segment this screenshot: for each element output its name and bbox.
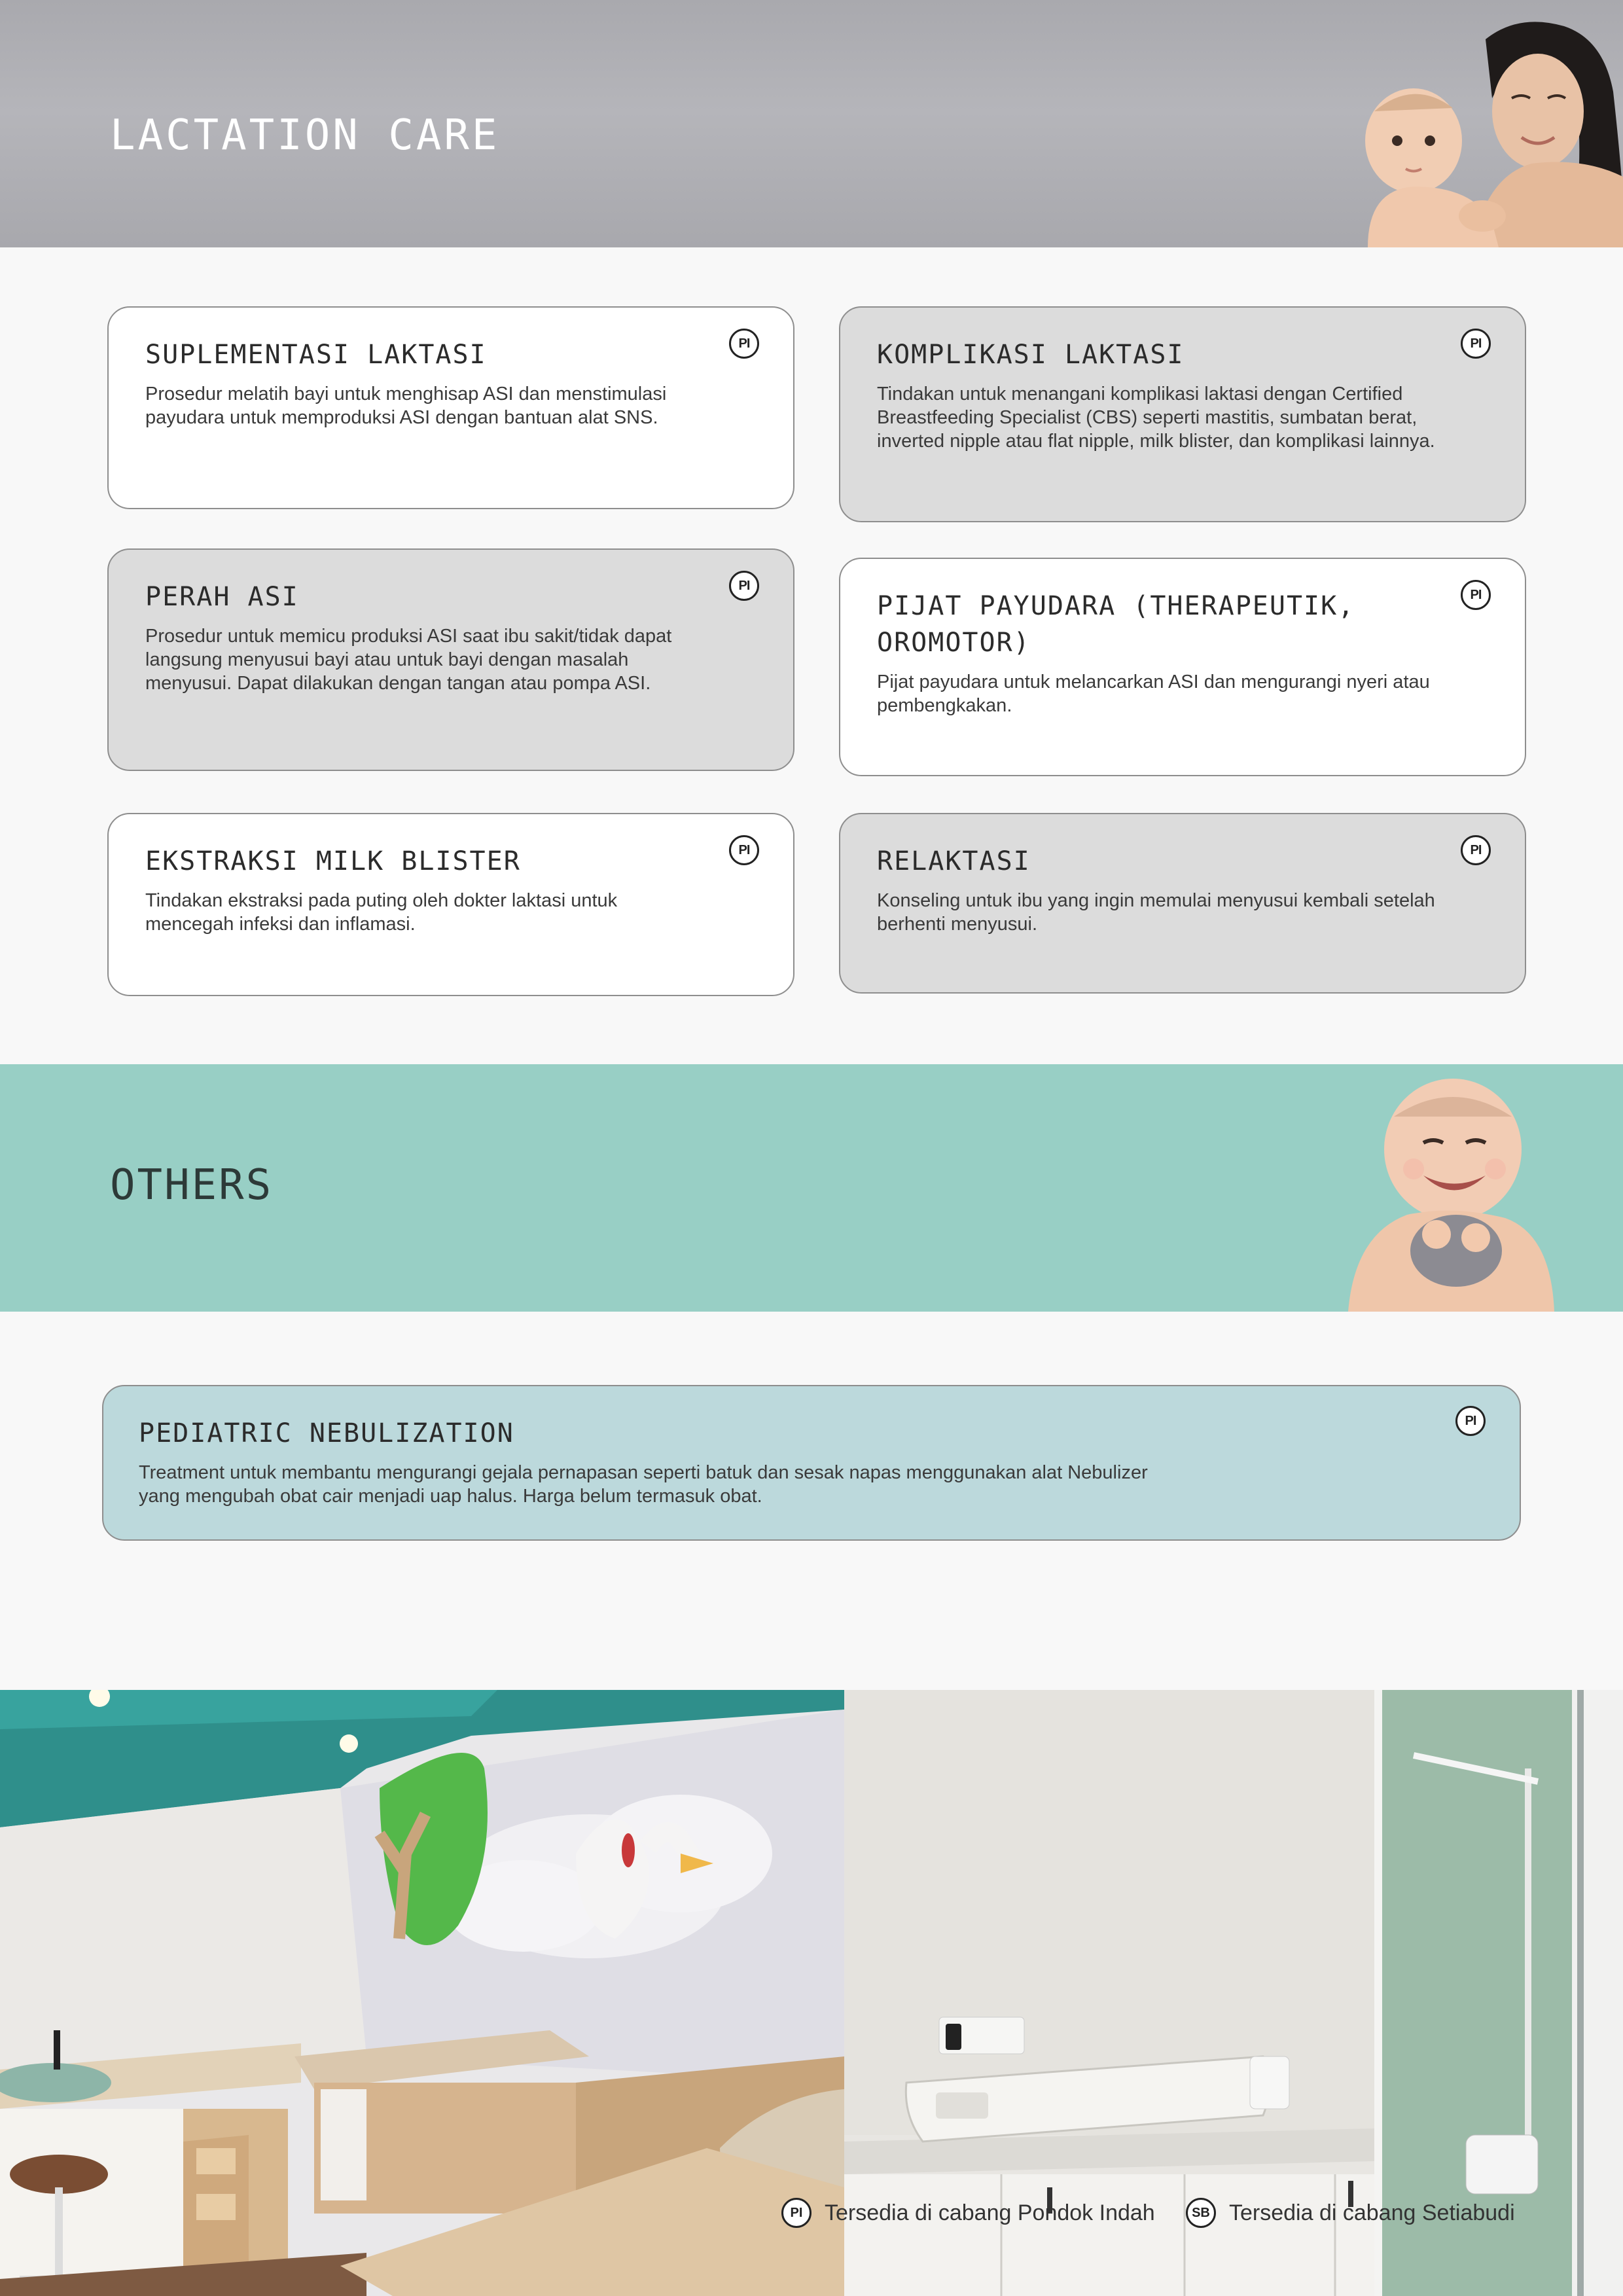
- section-title-lactation-care: LACTATION CARE: [110, 111, 500, 160]
- mother-and-baby-photo: [1322, 0, 1623, 247]
- service-card-komplikasi-laktasi: [839, 306, 1526, 522]
- branch-badge-pi: PI: [729, 329, 759, 359]
- branch-badge-pi: PI: [729, 571, 759, 601]
- others-banner: [0, 1064, 1623, 1312]
- legend-pondok-indah: [781, 2197, 1155, 2229]
- branch-badge-pi: PI: [1461, 329, 1491, 359]
- lactation-care-banner: [0, 0, 1623, 247]
- branch-badge-sb: SB: [1186, 2198, 1216, 2228]
- service-description: Treatment untuk membantu mengurangi gejala pernapasan seperti batuk dan sesak napas menggunakan alat Nebulizer yang mengubah obat cair menjadi uap halus. Harga belum termasuk obat.: [139, 1462, 1148, 1507]
- branch-badge-pi: PI: [1461, 580, 1491, 610]
- service-description: Tindakan ekstraksi pada puting oleh dokter laktasi untuk mencegah infeksi dan inflamasi.: [145, 890, 618, 935]
- baby-photo: [1315, 1077, 1577, 1312]
- service-card-suplementasi-laktasi: [107, 306, 794, 509]
- legend-label: Tersedia di cabang Pondok Indah: [825, 2200, 1155, 2225]
- service-card-relaktasi: [839, 813, 1526, 994]
- service-title: PEDIATRIC NEBULIZATION: [139, 1418, 514, 1448]
- service-title: SUPLEMENTASI LAKTASI: [145, 340, 487, 370]
- branch-badge-pi: PI: [1461, 835, 1491, 865]
- service-card-pediatric-nebulization: [102, 1385, 1521, 1541]
- service-card-pijat-payudara: [839, 558, 1526, 776]
- service-description: Pijat payudara untuk melancarkan ASI dan mengurangi nyeri atau pembengkakan.: [877, 672, 1430, 716]
- section-title-others: OTHERS: [110, 1161, 274, 1210]
- branch-badge-pi: PI: [1455, 1406, 1486, 1436]
- legend-label: Tersedia di cabang Setiabudi: [1229, 2200, 1515, 2225]
- branch-badge-pi: PI: [781, 2198, 812, 2228]
- service-title: EKSTRAKSI MILK BLISTER: [145, 846, 521, 876]
- service-card-ekstraksi-milk-blister: [107, 813, 794, 996]
- service-title: RELAKTASI: [877, 846, 1031, 876]
- service-description: Tindakan untuk menangani komplikasi laktasi dengan Certified Breastfeeding Specialist (CBS) seperti mastitis, sumbatan berat, inverted nipple atau flat nipple, milk blister, dan komplikasi lainnya.: [877, 384, 1435, 452]
- service-title: PERAH ASI: [145, 582, 299, 612]
- service-title: PIJAT PAYUDARA (THERAPEUTIK, OROMOTOR): [877, 591, 1355, 658]
- branch-badge-pi: PI: [729, 835, 759, 865]
- service-description: Prosedur melatih bayi untuk menghisap ASI dan menstimulasi payudara untuk memproduksi ASI dengan bantuan alat SNS.: [145, 384, 667, 428]
- nursery-room-photo: [0, 1690, 844, 2296]
- service-description: Konseling untuk ibu yang ingin memulai menyusui kembali setelah berhenti menyusui.: [877, 890, 1435, 935]
- legend-setiabudi: [1186, 2197, 1515, 2229]
- service-card-perah-asi: [107, 548, 794, 771]
- service-description: Prosedur untuk memicu produksi ASI saat ibu sakit/tidak dapat langsung menyusui bayi atau untuk bayi dengan masalah menyusui. Dapat dilakukan dengan tangan atau pompa ASI.: [145, 626, 672, 694]
- service-title: KOMPLIKASI LAKTASI: [877, 340, 1185, 370]
